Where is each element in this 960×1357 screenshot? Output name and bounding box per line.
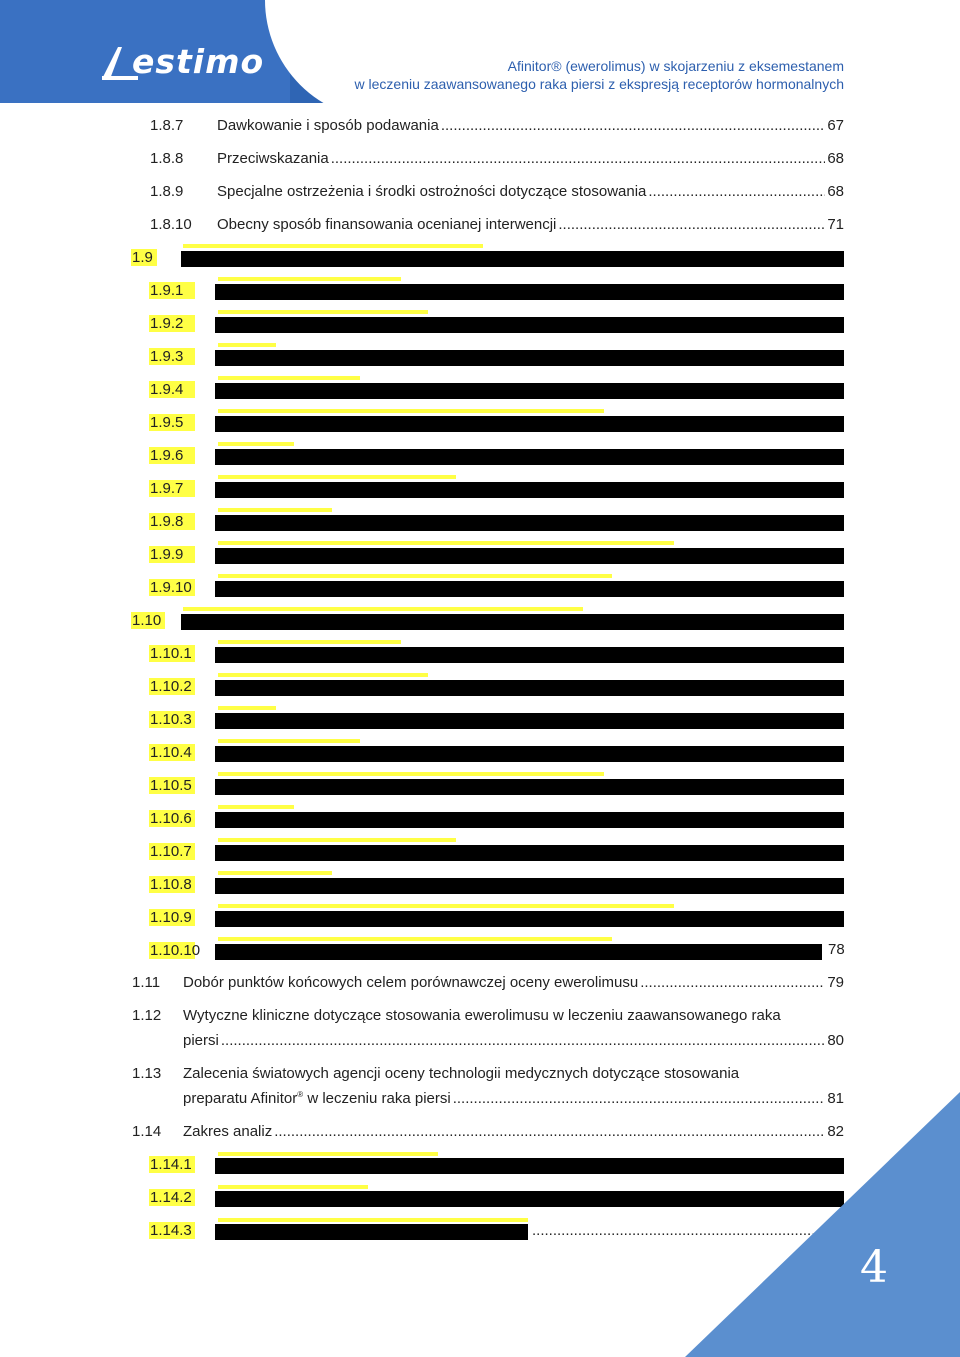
highlight-mark <box>218 1185 368 1189</box>
toc-number: 1.8.9 <box>150 183 184 200</box>
highlight-mark <box>218 475 456 479</box>
highlight-mark <box>218 904 674 908</box>
toc-number: 1.9.2 <box>150 315 184 332</box>
redaction-bar <box>215 482 844 498</box>
redaction-bar <box>181 251 844 267</box>
redaction-bar <box>215 284 844 300</box>
logo: estimo <box>132 42 265 81</box>
toc-leader <box>453 1090 826 1107</box>
toc-page: 82 <box>827 1123 844 1140</box>
toc-leader <box>558 216 825 233</box>
toc-number: 1.10.10 <box>150 942 201 959</box>
toc-number: 1.8.8 <box>150 150 184 167</box>
toc-number: 1.13 <box>132 1065 162 1082</box>
header-title-line1: Afinitor® (ewerolimus) w skojarzeniu z eksemestanem <box>507 58 844 74</box>
highlight-mark <box>218 838 456 842</box>
toc-number: 1.8.10 <box>150 216 192 233</box>
toc-page: 71 <box>827 216 844 233</box>
toc-page: 67 <box>827 117 844 134</box>
toc-page: 68 <box>827 183 844 200</box>
highlight-mark <box>218 772 604 776</box>
toc-number: 1.9.5 <box>150 414 184 431</box>
highlight-mark <box>218 343 276 347</box>
redaction-bar <box>215 944 822 960</box>
highlight-mark <box>218 1152 438 1156</box>
highlight-mark <box>183 607 583 611</box>
redaction-bar <box>215 911 844 927</box>
toc-leader <box>274 1123 825 1140</box>
highlight-mark <box>218 640 401 644</box>
toc-page: 80 <box>827 1032 844 1049</box>
toc-leader <box>221 1032 825 1049</box>
toc-title: Dawkowanie i sposób podawania <box>217 117 439 134</box>
toc-number-1-9: 1.9 <box>132 249 153 266</box>
toc-title: Specjalne ostrzeżenia i środki ostrożności dotyczące stosowania <box>217 183 647 200</box>
toc-page: 81 <box>827 1090 844 1107</box>
toc-leader <box>441 117 826 134</box>
highlight-mark <box>218 937 612 941</box>
redaction-bar <box>215 1224 528 1240</box>
toc-number: 1.12 <box>132 1007 162 1024</box>
toc-title: Obecny sposób finansowania ocenianej interwencji <box>217 216 557 233</box>
highlight-mark <box>218 310 428 314</box>
redaction-bar <box>215 713 844 729</box>
highlight-mark <box>218 871 332 875</box>
toc-entry-1-14-3-tail <box>530 1222 844 1239</box>
toc-number: 1.10.1 <box>150 645 192 662</box>
redaction-bar <box>215 746 844 762</box>
highlight-mark <box>218 277 401 281</box>
toc-leader <box>648 183 825 200</box>
toc-number: 1.9.10 <box>150 579 192 596</box>
redaction-bar <box>215 845 844 861</box>
toc-leader <box>640 974 825 991</box>
highlight-mark <box>218 409 604 413</box>
highlight-mark <box>218 673 428 677</box>
highlight-mark <box>183 244 483 248</box>
toc-number: 1.9.8 <box>150 513 184 530</box>
toc-leader <box>532 1222 825 1239</box>
redaction-bar <box>181 614 844 630</box>
toc-number: 1.10.8 <box>150 876 192 893</box>
toc-number: 1.9.1 <box>150 282 184 299</box>
highlight-mark <box>218 442 294 446</box>
redaction-bar <box>215 548 844 564</box>
highlight-mark <box>218 805 294 809</box>
toc-title-line2 <box>183 1090 451 1107</box>
redaction-bar <box>215 779 844 795</box>
toc-title-line2: piersi <box>183 1032 219 1049</box>
toc-number: 1.10.2 <box>150 678 192 695</box>
toc-number: 1.10.5 <box>150 777 192 794</box>
highlight-mark <box>218 739 360 743</box>
toc-title-line1: Zalecenia światowych agencji oceny technologii medycznych dotyczące stosowania <box>183 1065 740 1082</box>
header-title-line2: w leczeniu zaawansowanego raka piersi z ekspresją receptorów hormonalnych <box>354 76 844 92</box>
toc-number: 1.10.3 <box>150 711 192 728</box>
toc-title: Przeciwskazania <box>217 150 329 167</box>
toc-number: 1.9.9 <box>150 546 184 563</box>
redaction-bar <box>215 647 844 663</box>
toc-number: 1.9.7 <box>150 480 184 497</box>
highlight-mark <box>218 706 276 710</box>
toc-number: 1.10.9 <box>150 909 192 926</box>
redaction-bar <box>215 878 844 894</box>
redaction-bar <box>215 812 844 828</box>
toc-number: 1.10.7 <box>150 843 192 860</box>
highlight-mark <box>218 508 332 512</box>
redaction-bar <box>215 1158 844 1174</box>
toc-number: 1.9.4 <box>150 381 184 398</box>
highlight-mark <box>218 1218 528 1222</box>
toc-page: 68 <box>827 150 844 167</box>
redaction-bar <box>215 680 844 696</box>
toc-number-1-14-1: 1.14.1 <box>150 1156 192 1173</box>
toc-number: 1.8.7 <box>150 117 184 134</box>
highlight-mark <box>218 574 612 578</box>
toc-number: 1.10.6 <box>150 810 192 827</box>
toc-title: Dobór punktów końcowych celem porównawczej oceny ewerolimusu <box>183 974 639 991</box>
redaction-bar <box>215 515 844 531</box>
toc-title-part: w leczeniu raka piersi <box>303 1090 451 1107</box>
page-number: 4 <box>860 1242 888 1293</box>
toc-number-1-14-2: 1.14.2 <box>150 1189 192 1206</box>
redaction-bar <box>215 416 844 432</box>
redaction-bar <box>215 383 844 399</box>
toc-number: 1.11 <box>132 974 161 991</box>
toc-title-part: preparatu Afinitor <box>183 1090 298 1107</box>
toc-page: 79 <box>827 974 844 991</box>
toc-number-1-10: 1.10 <box>132 612 162 629</box>
toc-number: 1.9.6 <box>150 447 184 464</box>
toc-leader <box>331 150 826 167</box>
toc-number: 1.10.4 <box>150 744 192 761</box>
toc-number: 1.9.3 <box>150 348 184 365</box>
redaction-bar <box>215 449 844 465</box>
toc-number-1-14-3: 1.14.3 <box>150 1222 192 1239</box>
redaction-bar <box>215 350 844 366</box>
toc-title: Zakres analiz <box>183 1123 273 1140</box>
toc-page-1-10-10: 78 <box>828 941 845 958</box>
highlight-mark <box>218 376 360 380</box>
highlight-mark <box>218 541 674 545</box>
toc-title-line1: Wytyczne kliniczne dotyczące stosowania ewerolimusu w leczeniu zaawansowanego raka <box>183 1007 781 1024</box>
redaction-bar <box>215 1191 844 1207</box>
registered-mark: ® <box>297 1090 304 1099</box>
redaction-bar <box>215 581 844 597</box>
toc-number: 1.14 <box>132 1123 162 1140</box>
redaction-bar <box>215 317 844 333</box>
